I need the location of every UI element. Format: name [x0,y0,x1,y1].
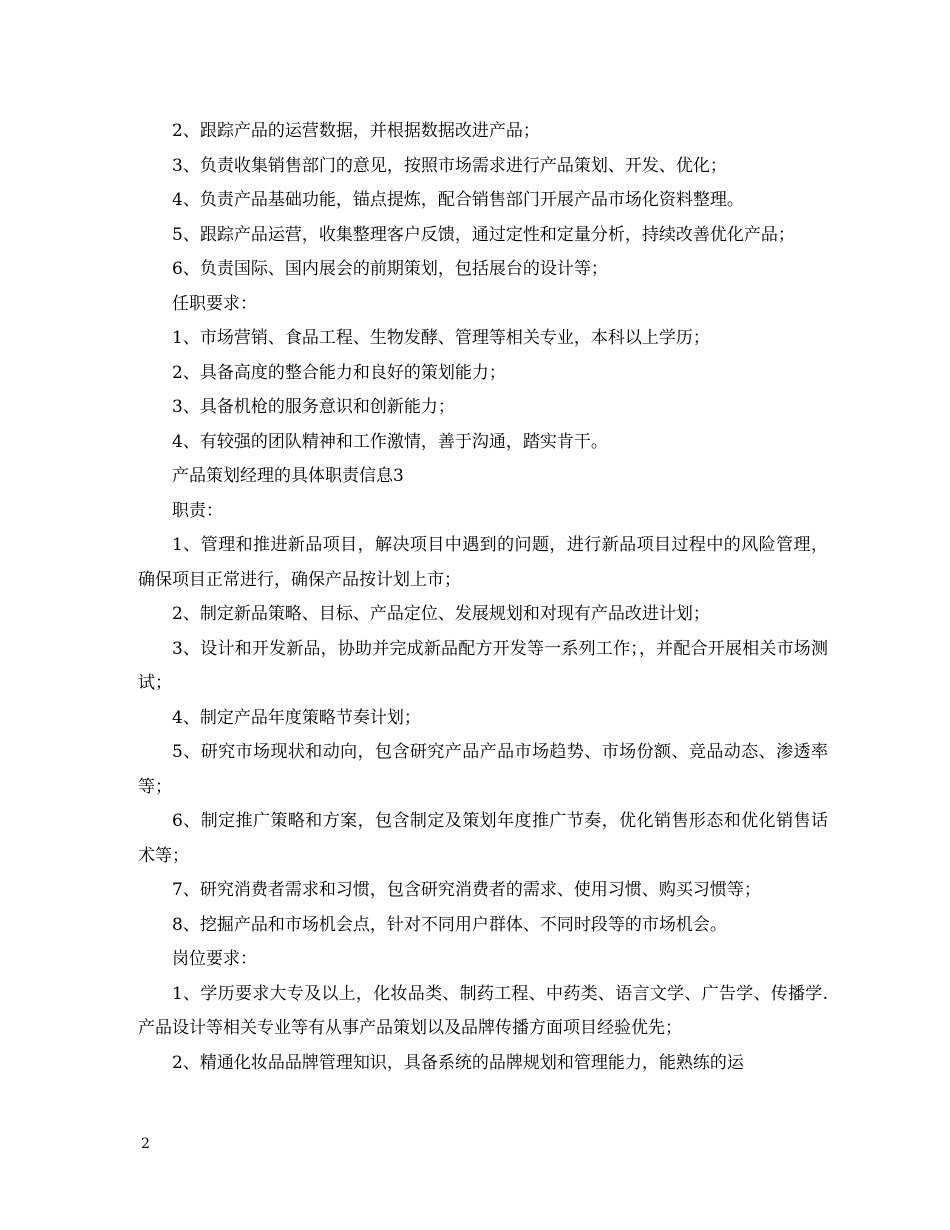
section-heading: 职责： [172,500,223,521]
paragraph: 3、设计和开发新品，协助并完成新品配方开发等一系列工作；，并配合开展相关市场测试； [138,638,828,693]
section-heading: 任职要求： [172,293,257,314]
section-heading: 岗位要求： [172,949,257,969]
paragraph: 1、市场营销、食品工程、生物发酵、管理等相关专业，本科以上学历； [172,328,710,348]
paragraph: 2、跟踪产品的运营数据，并根据数据改进产品； [172,121,540,141]
document-body [138,114,828,1080]
section-title: 产品策划经理的具体职责信息3 [172,466,404,486]
paragraph: 3、负责收集销售部门的意见，按照市场需求进行产品策划、开发、优化； [172,155,727,176]
paragraph: 2、制定新品策略、目标、产品定位、发展规划和对现有产品改进计划； [172,604,710,624]
paragraph: 3、具备机枪的服务意识和创新能力； [172,397,455,417]
paragraph: 5、跟踪产品运营，收集整理客户反馈，通过定性和定量分析，持续改善优化产品； [172,224,795,245]
paragraph: 1、学历要求大专及以上，化妆品类、制药工程、中药类、语言文学、广告学、传播学.产品设计等相关专业等有从事产品策划以及品牌传播方面项目经验优先； [138,983,828,1038]
paragraph: 4、负责产品基础功能，锚点提炼，配合销售部门开展产品市场化资料整理。 [172,190,744,210]
paragraph: 8、挖掘产品和市场机会点，针对不同用户群体、不同时段等的市场机会。 [172,914,727,935]
paragraph: 7、研究消费者需求和习惯，包含研究消费者的需求、使用习惯、购买习惯等； [172,880,761,900]
paragraph: 4、制定产品年度策略节奏计划； [172,707,421,728]
paragraph: 4、有较强的团队精神和工作激情，善于沟通，踏实肯干。 [172,431,608,452]
paragraph: 2、精通化妆品品牌管理知识，具备系统的品牌规划和管理能力，能熟练的运 [172,1052,744,1073]
paragraph: 6、负责国际、国内展会的前期策划，包括展台的设计等； [172,259,608,279]
paragraph: 1、管理和推进新品项目，解决项目中遇到的问题，进行新品项目过程中的风险管理，确保项目正常进行，确保产品按计划上市； [138,535,828,590]
paragraph: 2、具备高度的整合能力和良好的策划能力； [172,362,506,383]
paragraph: 6、制定推广策略和方案，包含制定及策划年度推广节奏，优化销售形态和优化销售话术等； [138,811,828,866]
paragraph: 5、研究市场现状和动向，包含研究产品产品市场趋势、市场份额、竞品动态、渗透率等； [138,742,828,797]
page-number: 2 [141,1136,150,1152]
